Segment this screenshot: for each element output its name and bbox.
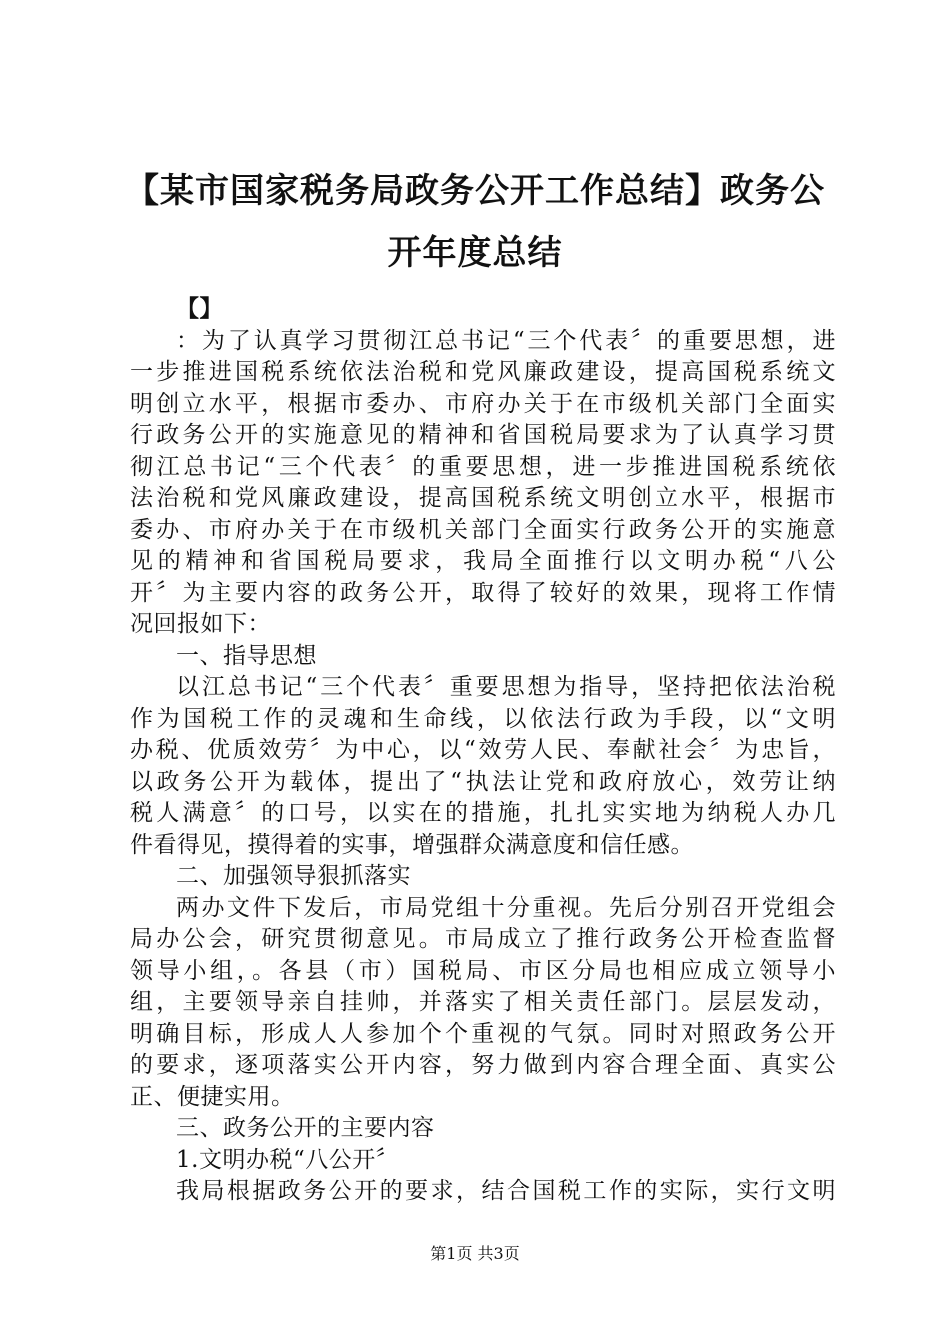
paragraph-line: 领导小组，。各县（市）国税局、市区分局也相应成立领导小 [130, 957, 836, 984]
paragraph-line: 以政务公开为载体，提出了“执法让党和政府放心，效劳让纳 [130, 768, 836, 795]
paragraph-line: 法治税和党风廉政建设，提高国税系统文明创立水平，根据市 [130, 485, 836, 511]
paragraph-line: 作为国税工作的灵魂和生命线，以依法行政为手段，以“文明 [130, 705, 836, 732]
paragraph-line: 税人满意〞的口号，以实在的措施，扎扎实实地为纳税人办几 [130, 800, 836, 826]
section-heading: 一、指导思想 [176, 642, 317, 669]
section-heading: 三、政务公开的主要内容 [176, 1115, 435, 1141]
document-body [130, 294, 836, 1208]
paragraph-line: 件看得见，摸得着的实事，增强群众满意度和信任感。 [130, 831, 694, 858]
paragraph-line: 一步推进国税系统依法治税和党风廉政建设，提高国税系统文 [130, 359, 836, 385]
document-title: 【某市国家税务局政务公开工作总结】政务公开年度总结 [125, 171, 825, 273]
paragraph-line: 委办、市府办关于在市级机关部门全面实行政务公开的实施意 [130, 516, 836, 543]
paragraph-line: 我局根据政务公开的要求，结合国税工作的实际，实行文明 [176, 1178, 836, 1204]
paragraph-line: 行政务公开的实施意见的精神和省国税局要求为了认真学习贯 [130, 422, 836, 448]
bracket-heading: 【】 [176, 296, 223, 322]
paragraph-line: 的要求，逐项落实公开内容，努力做到内容合理全面、真实公 [130, 1052, 836, 1078]
paragraph-line: 开〞为主要内容的政务公开，取得了较好的效果，现将工作情 [130, 579, 836, 606]
paragraph-line: ：为了认真学习贯彻江总书记“三个代表〞的重要思想，进 [176, 327, 836, 354]
paragraph-line: 以江总书记“三个代表〞重要思想为指导，坚持把依法治税 [176, 674, 836, 700]
paragraph-line: 两办文件下发后，市局党组十分重视。先后分别召开党组会 [176, 894, 836, 921]
subsection-heading: 1.文明办税“八公开〞 [176, 1146, 400, 1173]
paragraph-line: 见的精神和省国税局要求，我局全面推行以文明办税“八公 [130, 548, 836, 574]
paragraph-line: 组，主要领导亲自挂帅，并落实了相关责任部门。层层发动， [130, 989, 836, 1015]
paragraph-line: 况回报如下： [130, 611, 271, 637]
paragraph-line: 明创立水平，根据市委办、市府办关于在市级机关部门全面实 [130, 390, 836, 417]
section-heading: 二、加强领导狠抓落实 [176, 863, 411, 889]
paragraph-line: 彻江总书记“三个代表〞的重要思想，进一步推进国税系统依 [130, 453, 836, 480]
page-footer: 第1页 共3页 [430, 1244, 520, 1263]
paragraph-line: 办税、优质效劳〞为中心，以“效劳人民、奉献社会〞为忠旨， [130, 737, 836, 763]
paragraph-line: 正、便捷实用。 [130, 1083, 295, 1110]
paragraph-line: 明确目标，形成人人参加个个重视的气氛。同时对照政务公开 [130, 1020, 836, 1047]
paragraph-line: 局办公会，研究贯彻意见。市局成立了推行政务公开检查监督 [130, 926, 836, 952]
